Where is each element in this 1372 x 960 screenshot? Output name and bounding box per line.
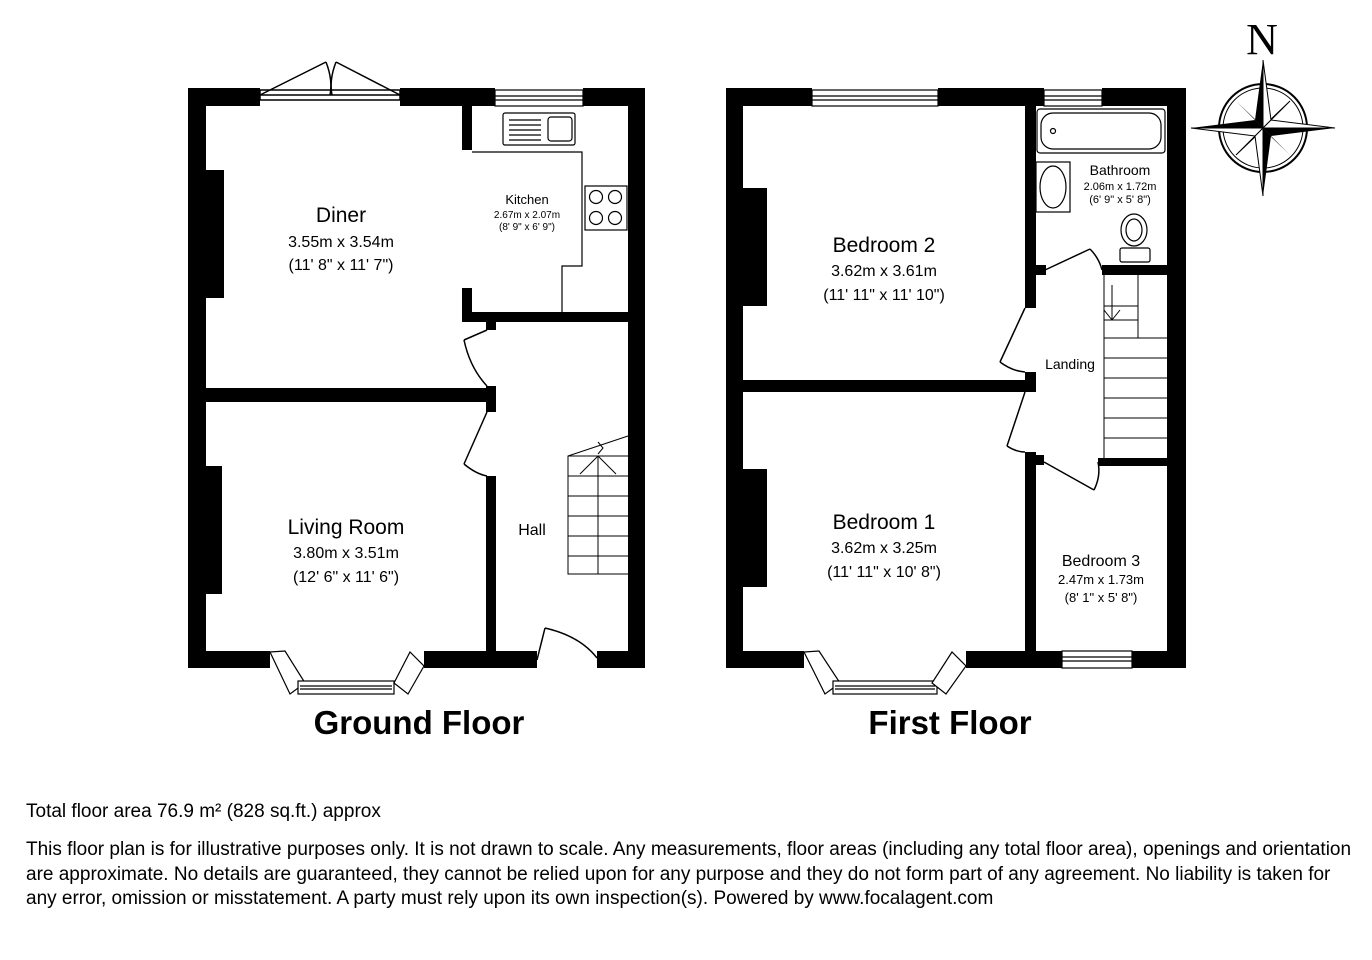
first-floor-staircase bbox=[1104, 275, 1167, 460]
bathtub-icon bbox=[1037, 109, 1165, 153]
french-doors bbox=[260, 62, 400, 100]
room-imperial-bathroom: (6' 9" x 5' 8") bbox=[1089, 194, 1151, 206]
room-metric-kitchen: 2.67m x 2.07m bbox=[493, 210, 561, 221]
washbasin-icon bbox=[1036, 162, 1070, 212]
floor-title-ground: Ground Floor bbox=[313, 704, 525, 741]
room-name-hall: Hall bbox=[518, 522, 546, 539]
kitchen-window bbox=[495, 90, 583, 106]
room-name-living: Living Room bbox=[287, 516, 405, 539]
disclaimer-text: This floor plan is for illustrative purposes only. It is not drawn to scale. Any measurements, floor areas (including any total floor area), openings and orientation are approximate. No details are guaranteed, they cannot be relied upon for any purpose and they do not form part of any agreement. No liability is taken for any error, omission or misstatement. A party must rely upon its own inspection(s). Powered by www.focalagent.com bbox=[26, 839, 1352, 909]
floor-title-first: First Floor bbox=[868, 704, 1032, 741]
room-imperial-bedroom2: (11' 11" x 11' 10") bbox=[823, 287, 945, 304]
room-metric-bedroom1: 3.62m x 3.25m bbox=[831, 540, 937, 557]
ground-floor-staircase bbox=[568, 436, 628, 574]
hob-icon bbox=[585, 186, 627, 230]
plan-footer bbox=[26, 800, 1356, 912]
room-name-bedroom3: Bedroom 3 bbox=[1061, 553, 1141, 570]
room-metric-living: 3.80m x 3.51m bbox=[293, 545, 399, 562]
compass-north-label: N bbox=[1246, 15, 1278, 64]
room-imperial-kitchen: (8' 9" x 6' 9") bbox=[499, 222, 555, 233]
room-imperial-bedroom3: (8' 1" x 5' 8") bbox=[1064, 590, 1138, 605]
compass-rose-icon bbox=[1191, 15, 1335, 196]
room-name-kitchen: Kitchen bbox=[505, 192, 549, 207]
room-name-bedroom2: Bedroom 2 bbox=[832, 234, 936, 257]
room-metric-bedroom3: 2.47m x 1.73m bbox=[1058, 572, 1144, 587]
room-name-landing: Landing bbox=[1045, 356, 1095, 372]
room-imperial-bedroom1: (11' 11" x 10' 8") bbox=[827, 564, 941, 581]
room-metric-bathroom: 2.06m x 1.72m bbox=[1083, 181, 1157, 193]
room-name-bedroom1: Bedroom 1 bbox=[832, 511, 936, 534]
room-imperial-living: (12' 6" x 11' 6") bbox=[292, 569, 400, 586]
ground-floor-walls bbox=[188, 88, 645, 668]
bay-window bbox=[270, 651, 424, 694]
first-floor-plan bbox=[726, 88, 1186, 741]
ground-floor-plan bbox=[188, 62, 645, 741]
ground-floor-doors bbox=[464, 330, 597, 660]
room-name-diner: Diner bbox=[315, 204, 367, 227]
room-metric-bedroom2: 3.62m x 3.61m bbox=[831, 263, 937, 280]
toilet-icon bbox=[1120, 214, 1150, 262]
room-metric-diner: 3.55m x 3.54m bbox=[288, 234, 394, 251]
room-imperial-diner: (11' 8" x 11' 7") bbox=[288, 257, 394, 274]
total-floor-area: Total floor area 76.9 m² (828 sq.ft.) approx bbox=[26, 801, 381, 822]
room-name-bathroom: Bathroom bbox=[1089, 162, 1151, 178]
